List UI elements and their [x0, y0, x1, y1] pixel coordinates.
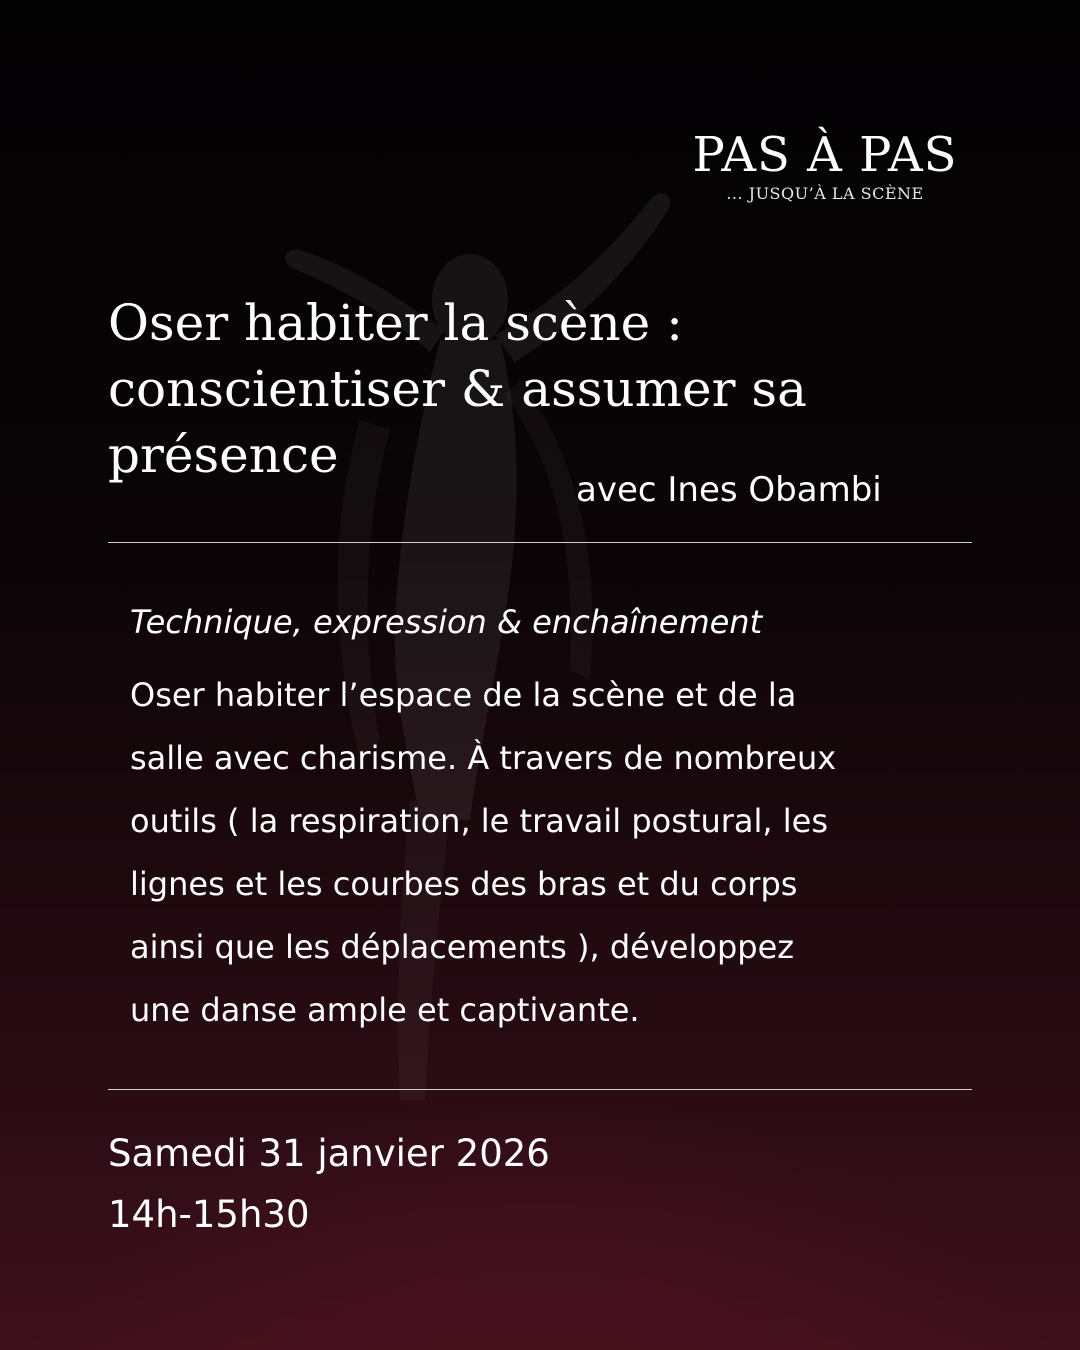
instructor-name: avec Ines Obambi	[576, 470, 882, 510]
workshop-title-line: Oser habiter la scène :	[108, 294, 683, 352]
description-line: une danse ample et captivante.	[130, 991, 640, 1029]
brand-name: PAS À PAS	[692, 127, 958, 183]
description-line: salle avec charisme. À travers de nombreux	[130, 739, 837, 777]
event-date: Samedi 31 janvier 2026	[108, 1132, 550, 1175]
workshop-title	[108, 290, 968, 488]
brand-logo	[660, 128, 990, 203]
workshop-title-line: conscientiser & assumer sa	[108, 360, 807, 418]
workshop-title-line: présence	[108, 426, 339, 484]
event-time: 14h-15h30	[108, 1193, 310, 1236]
description-line: Oser habiter l’espace de la scène et de la	[130, 676, 797, 714]
description-line: outils ( la respiration, le travail postural, les	[130, 802, 828, 840]
divider-top	[108, 542, 972, 543]
brand-tagline: ... JUSQU’À LA SCÈNE	[726, 184, 924, 203]
description-line: lignes et les courbes des bras et du corps	[130, 865, 798, 903]
description-line: ainsi que les déplacements ), développez	[130, 928, 795, 966]
workshop-description	[130, 664, 960, 1042]
divider-bottom	[108, 1089, 972, 1090]
workshop-subtitle: Technique, expression & enchaînement	[130, 603, 763, 641]
